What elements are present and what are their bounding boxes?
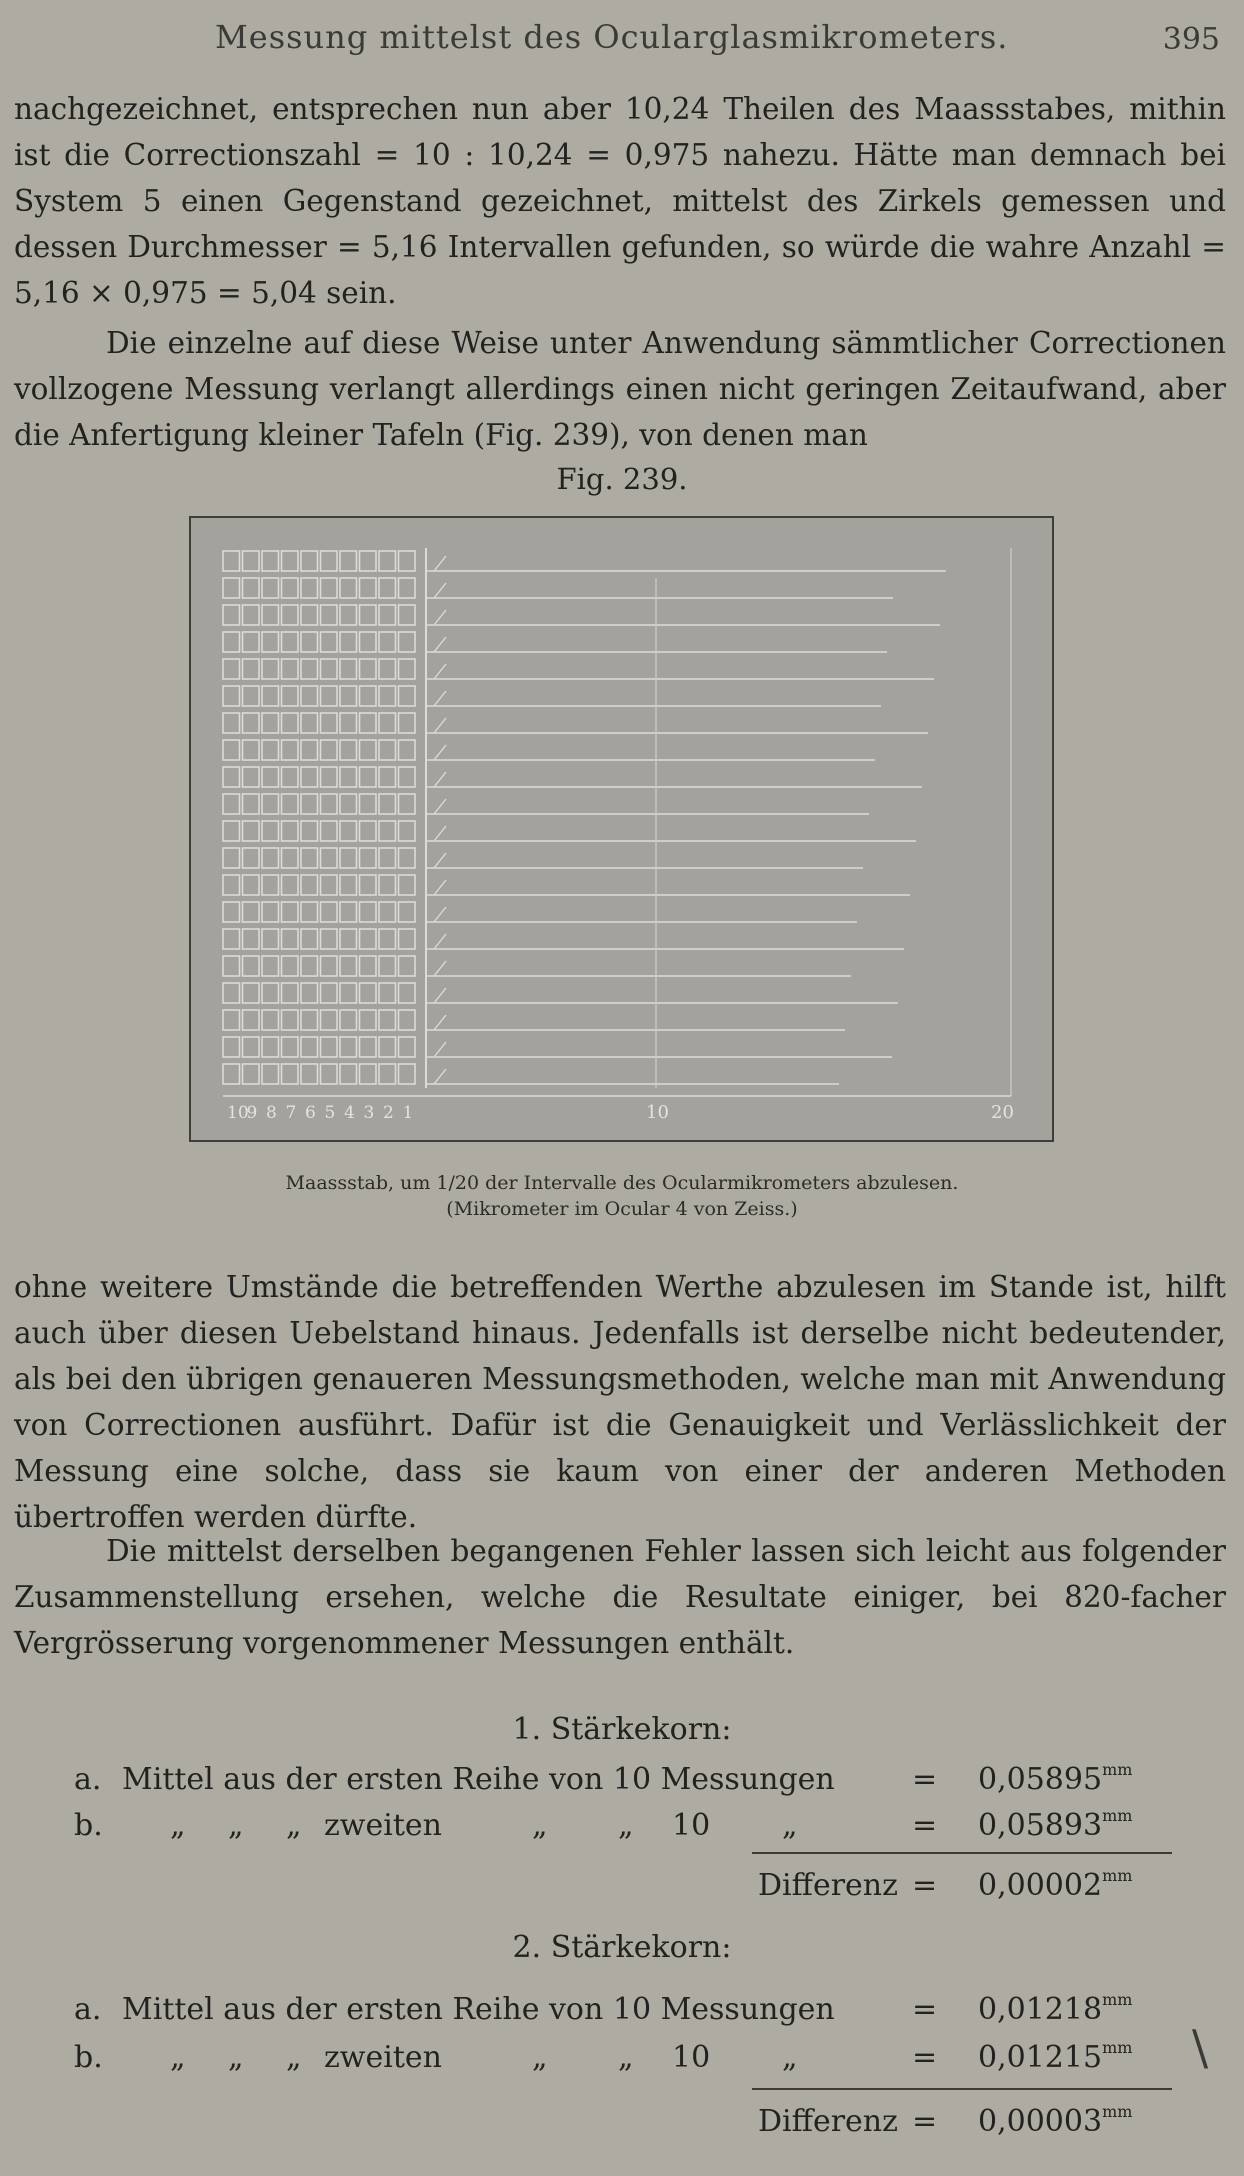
ditto-mark: „ xyxy=(618,1808,634,1843)
row-equals: = xyxy=(912,1992,938,2027)
ditto-mark: „ xyxy=(228,1808,244,1843)
value-number: 0,01215 xyxy=(978,2040,1103,2075)
ditto-mark: „ xyxy=(170,2040,186,2075)
scale-figure xyxy=(189,516,1054,1142)
caption-line-1: Maassstab, um 1/20 der Intervalle des Ocularmikrometers abzulesen. xyxy=(285,1172,959,1194)
value-number: 0,00003 xyxy=(978,2104,1103,2139)
scale-label: 6 xyxy=(305,1103,316,1123)
section-1-row-a xyxy=(74,1762,1184,1806)
section-2-row-b xyxy=(74,2040,1184,2084)
scale-figure-drawing xyxy=(191,518,1052,1140)
running-header xyxy=(0,18,1244,62)
row-value xyxy=(978,2040,1132,2075)
margin-mark: \ xyxy=(1192,2020,1209,2076)
value-unit: mm xyxy=(1102,2102,1133,2121)
figure-label: Fig. 239. xyxy=(556,462,688,496)
ditto-mark: „ xyxy=(532,1808,548,1843)
ditto-mark: „ xyxy=(170,1808,186,1843)
section-1-difference xyxy=(74,1868,1184,1912)
ditto-mark: „ xyxy=(286,2040,302,2075)
page-number: 395 xyxy=(1162,22,1220,57)
value-unit: mm xyxy=(1102,1806,1133,1825)
row-letter: b. xyxy=(74,1808,103,1843)
row-equals: = xyxy=(912,2104,938,2139)
section-1-row-b xyxy=(74,1808,1184,1852)
scale-label: 2 xyxy=(383,1103,394,1123)
scale-label: 5 xyxy=(324,1103,336,1123)
row-text: Mittel aus der ersten Reihe von 10 Messungen xyxy=(122,1992,835,2027)
row-word: zweiten xyxy=(324,1808,442,1843)
row-value xyxy=(978,1992,1132,2027)
caption-line-2: (Mikrometer im Ocular 4 von Zeiss.) xyxy=(446,1198,798,1220)
scale-label: 20 xyxy=(991,1102,1014,1123)
value-unit: mm xyxy=(1102,1866,1133,1885)
ditto-mark: „ xyxy=(532,2040,548,2075)
section-1-title: 1. Stärkekorn: xyxy=(512,1712,732,1747)
row-value xyxy=(978,1808,1132,1843)
value-unit: mm xyxy=(1102,2038,1133,2057)
paragraph-3: ohne weitere Umstände die betreffenden Werthe abzulesen im Stande ist, hilft auch über diesen Uebelstand hinaus. Jedenfalls ist derselbe nicht bedeutender, als bei den übrigen genaueren Messungsmethoden, welche man mit Anwendung von Correctionen ausführt. Dafür ist die Genauigkeit und Verlässlichkeit der Messung eine solche, dass sie kaum von einer der anderen Methoden übertroffen werden dürfte. xyxy=(14,1270,1226,1534)
ditto-mark: „ xyxy=(286,1808,302,1843)
row-value xyxy=(978,1868,1132,1903)
row-equals: = xyxy=(912,1868,938,1903)
paragraph-1: nachgezeichnet, entsprechen nun aber 10,24 Theilen des Maassstabes, mithin ist die Correctionszahl = 10 : 10,24 = 0,975 nahezu. Hätte man demnach bei System 5 einen Gegenstand gezeichnet, mittelst des Zirkels gemessen und dessen Durchmesser = 5,16 Intervallen gefunden, so würde die wahre Anzahl = 5,16 × 0,975 = 5,04 sein. xyxy=(14,92,1226,310)
row-count: 10 xyxy=(672,2040,711,2075)
sum-rule xyxy=(752,1852,1172,1854)
section-2-row-a xyxy=(74,1992,1184,2036)
scale-label: 4 xyxy=(344,1103,355,1123)
row-value xyxy=(978,2104,1132,2139)
value-number: 0,05895 xyxy=(978,1762,1103,1797)
value-unit: mm xyxy=(1102,1990,1133,2009)
scale-label: 8 xyxy=(266,1103,277,1123)
ditto-mark: „ xyxy=(618,2040,634,2075)
row-letter: a. xyxy=(74,1762,102,1797)
section-2-title: 2. Stärkekorn: xyxy=(512,1930,732,1965)
row-value xyxy=(978,1762,1132,1797)
ditto-mark: „ xyxy=(782,1808,798,1843)
scale-label: 10 xyxy=(646,1102,669,1123)
row-equals: = xyxy=(912,1808,938,1843)
ditto-mark: „ xyxy=(228,2040,244,2075)
row-letter: b. xyxy=(74,2040,103,2075)
row-word: zweiten xyxy=(324,2040,442,2075)
running-title: Messung mittelst des Ocularglasmikrometers. xyxy=(215,18,1009,56)
paragraph-4: Die mittelst derselben begangenen Fehler lassen sich leicht aus folgender Zusammenstellung ersehen, welche die Resultate einiger, bei 820-facher Vergrösserung vorgenommener Messungen enthält. xyxy=(14,1534,1226,1660)
scale-label: 7 xyxy=(285,1103,297,1123)
diff-label: Differenz xyxy=(758,1868,898,1903)
value-number: 0,00002 xyxy=(978,1868,1103,1903)
value-number: 0,05893 xyxy=(978,1808,1103,1843)
scale-label: 9 xyxy=(246,1103,258,1123)
row-text: Mittel aus der ersten Reihe von 10 Messungen xyxy=(122,1762,835,1797)
row-equals: = xyxy=(912,1762,938,1797)
paragraph-2: Die einzelne auf diese Weise unter Anwendung sämmtlicher Correctionen vollzogene Messung verlangt allerdings einen nicht geringen Zeitaufwand, aber die Anfertigung kleiner Tafeln (Fig. 239), von denen man xyxy=(14,326,1226,452)
row-letter: a. xyxy=(74,1992,102,2027)
row-equals: = xyxy=(912,2040,938,2075)
section-2-difference xyxy=(74,2104,1184,2148)
scale-label: 10 xyxy=(227,1103,249,1123)
diff-label: Differenz xyxy=(758,2104,898,2139)
ditto-mark: „ xyxy=(782,2040,798,2075)
value-unit: mm xyxy=(1102,1760,1133,1779)
scale-label: 3 xyxy=(363,1103,375,1123)
value-number: 0,01218 xyxy=(978,1992,1103,2027)
row-count: 10 xyxy=(672,1808,711,1843)
scale-label: 1 xyxy=(402,1103,414,1123)
sum-rule xyxy=(752,2088,1172,2090)
figure-caption xyxy=(0,1170,1244,1222)
